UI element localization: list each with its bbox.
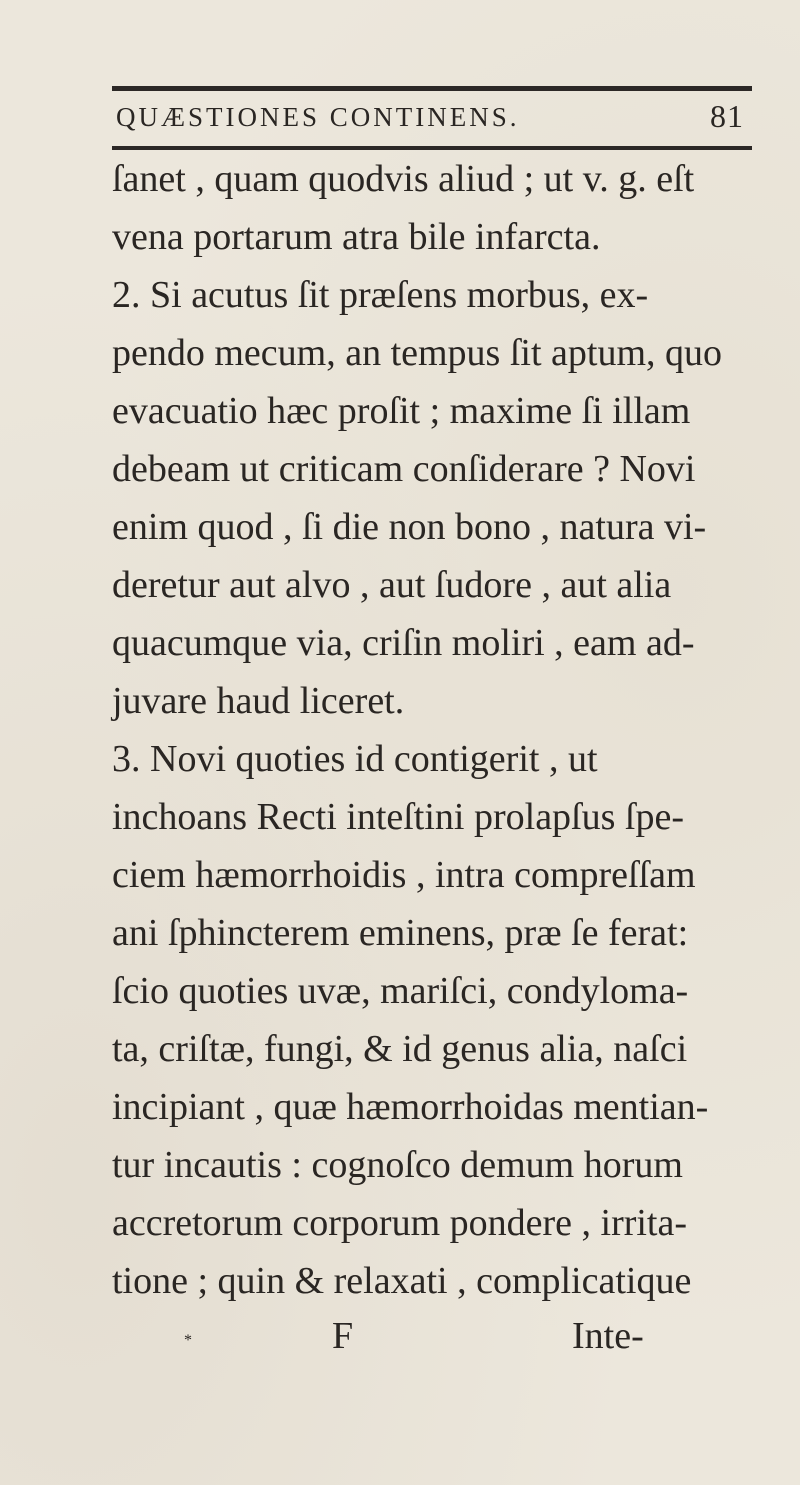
text-line: ta, criſtæ, fungi, & id genus alia, naſci [112, 1028, 688, 1070]
text-line: ſanet , quam quodvis aliud ; ut v. g. eſt [112, 158, 695, 200]
header-rule-top [112, 86, 752, 91]
asterisk-mark: * [184, 1332, 192, 1349]
text-line: vena portarum atra bile infarcta. [112, 216, 601, 258]
text-line: ciem hæmorrhoidis , intra compreſſam [112, 854, 696, 896]
text-line: ani ſphincterem eminens, præ ſe ferat: [112, 912, 689, 954]
text-line: 3. Novi quoties id contigerit , ut [112, 738, 598, 780]
text-line: deretur aut alvo , aut ſudore , aut alia [112, 564, 672, 606]
catchword: Inte- [572, 1315, 644, 1357]
text-line: quacumque via, criſin moliri , eam ad- [112, 622, 695, 664]
signature-mark: F [332, 1315, 354, 1357]
text-line: inchoans Recti inteſtini prolapſus ſpe- [112, 796, 684, 838]
text-line: incipiant , quæ hæmorrhoidas mentian- [112, 1086, 709, 1128]
text-line: tione ; quin & relaxati , complicatique [112, 1260, 692, 1302]
running-head [116, 94, 752, 142]
text-line: ſcio quoties uvæ, mariſci, condyloma- [112, 970, 689, 1012]
text-line: enim quod , ſi die non bono , natura vi- [112, 506, 707, 548]
text-line: tur incautis : cognoſco demum horum [112, 1144, 683, 1186]
page-number: 81 [710, 98, 744, 134]
text-line: 2. Si acutus ſit præſens morbus, ex- [112, 274, 649, 316]
text-line: juvare haud liceret. [112, 680, 405, 722]
text-line: debeam ut criticam conſiderare ? Novi [112, 448, 696, 490]
text-line: pendo mecum, an tempus ſit aptum, quo [112, 332, 723, 374]
text-line: evacuatio hæc proſit ; maxime ſi illam [112, 390, 691, 432]
running-title: QUÆSTIONES CONTINENS. [116, 102, 520, 132]
footer-catchline [112, 1310, 762, 1370]
text-line: accretorum corporum pondere , irrita- [112, 1202, 688, 1244]
